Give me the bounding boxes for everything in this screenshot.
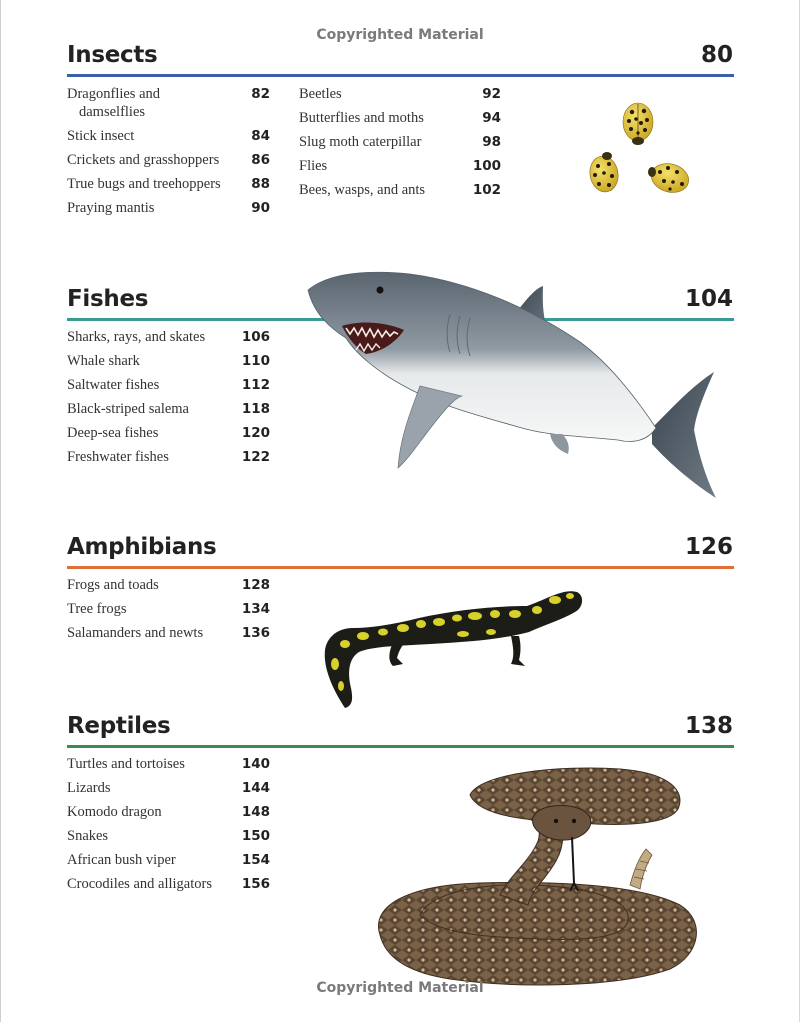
great-white-shark-image xyxy=(300,268,720,503)
section-rule-insects xyxy=(67,74,734,77)
toc-item-label: Crickets and grasshoppers xyxy=(67,152,220,168)
toc-item-page: 150 xyxy=(241,828,270,844)
toc-item-page: 84 xyxy=(251,128,270,144)
toc-item[interactable] xyxy=(67,621,270,645)
toc-item-label: Praying mantis xyxy=(67,200,155,216)
toc-item-label: Snakes xyxy=(67,828,109,844)
ladybug-icon xyxy=(623,103,653,145)
toc-item[interactable] xyxy=(67,597,270,621)
toc-item-label: Deep-sea fishes xyxy=(67,425,159,441)
toc-item[interactable] xyxy=(67,800,270,824)
toc-item[interactable] xyxy=(299,154,501,178)
section-page-reptiles[interactable]: 138 xyxy=(684,713,733,739)
toc-list-insects-col1 xyxy=(67,82,270,220)
ladybug-icon xyxy=(587,152,621,194)
toc-item[interactable] xyxy=(67,776,270,800)
toc-item-page: 90 xyxy=(251,200,270,216)
toc-item-page: 100 xyxy=(472,158,501,174)
watermark-top: Copyrighted Material xyxy=(316,27,484,43)
toc-item-label: Salamanders and newts xyxy=(67,625,204,641)
toc-list-amphibians xyxy=(67,573,270,645)
toc-item-label: Sharks, rays, and skates xyxy=(67,329,206,345)
toc-item[interactable] xyxy=(67,752,270,776)
toc-item-label: Bees, wasps, and ants xyxy=(299,182,426,198)
tiger-salamander-image xyxy=(315,580,585,712)
section-title-amphibians: Amphibians xyxy=(67,534,217,560)
ladybug-icon xyxy=(648,160,692,197)
toc-item-page: 86 xyxy=(251,152,270,168)
toc-item[interactable] xyxy=(67,848,270,872)
toc-item[interactable] xyxy=(67,196,270,220)
toc-item-page: 136 xyxy=(241,625,270,641)
toc-item-page: 92 xyxy=(482,86,501,102)
toc-item[interactable] xyxy=(299,106,501,130)
toc-item-page: 120 xyxy=(241,425,270,441)
toc-item-label: Saltwater fishes xyxy=(67,377,160,393)
section-page-amphibians[interactable]: 126 xyxy=(684,534,733,560)
toc-item[interactable] xyxy=(67,172,270,196)
toc-item-page: 88 xyxy=(251,176,270,192)
section-rule-amphibians xyxy=(67,566,734,569)
toc-item-page: 112 xyxy=(241,377,270,393)
ladybug-beetles-image xyxy=(580,96,700,206)
toc-item-label: Turtles and tortoises xyxy=(67,756,185,772)
toc-list-insects-col2 xyxy=(299,82,501,202)
toc-item[interactable] xyxy=(67,325,270,349)
toc-item-page: 154 xyxy=(241,852,270,868)
toc-item[interactable] xyxy=(67,148,270,172)
toc-item-page: 110 xyxy=(241,353,270,369)
toc-list-reptiles xyxy=(67,752,270,896)
toc-item-page: 106 xyxy=(241,329,270,345)
toc-item-page: 98 xyxy=(482,134,501,150)
toc-item-label: Butterflies and moths xyxy=(299,110,424,126)
toc-item-label: African bush viper xyxy=(67,852,176,868)
toc-item-page: 128 xyxy=(241,577,270,593)
section-title-insects: Insects xyxy=(67,42,158,68)
section-rule-reptiles xyxy=(67,745,734,748)
toc-item-page: 134 xyxy=(241,601,270,617)
toc-item[interactable] xyxy=(67,373,270,397)
toc-item[interactable] xyxy=(299,82,501,106)
toc-item-page: 118 xyxy=(241,401,270,417)
toc-item[interactable] xyxy=(67,124,270,148)
toc-list-fishes xyxy=(67,325,270,469)
toc-item-label: True bugs and treehoppers xyxy=(67,176,221,192)
toc-item[interactable] xyxy=(299,130,501,154)
toc-item[interactable] xyxy=(67,445,270,469)
section-page-fishes[interactable]: 104 xyxy=(684,286,733,312)
section-title-fishes: Fishes xyxy=(67,286,149,312)
toc-item[interactable] xyxy=(67,824,270,848)
toc-item-page: 82 xyxy=(251,86,270,102)
toc-item-label: Frogs and toads xyxy=(67,577,159,593)
toc-item-label: Tree frogs xyxy=(67,601,127,617)
toc-item-label: Komodo dragon xyxy=(67,804,162,820)
toc-item-label: Whale shark xyxy=(67,353,140,369)
watermark-bottom: Copyrighted Material xyxy=(316,980,484,996)
toc-item-label: Beetles xyxy=(299,86,342,102)
toc-item-page: 148 xyxy=(241,804,270,820)
toc-item-label: Crocodiles and alligators xyxy=(67,876,212,892)
toc-item-label: Stick insect xyxy=(67,128,135,144)
toc-item[interactable] xyxy=(67,421,270,445)
toc-item[interactable] xyxy=(67,349,270,373)
toc-item-label: Black-striped salema xyxy=(67,401,189,417)
section-page-insects[interactable]: 80 xyxy=(700,42,733,68)
toc-item[interactable] xyxy=(299,178,501,202)
toc-item-label: Slug moth caterpillar xyxy=(299,134,422,150)
toc-item-label: Flies xyxy=(299,158,328,174)
toc-item-label: Freshwater fishes xyxy=(67,449,169,465)
toc-item-label: Lizards xyxy=(67,780,111,796)
toc-item-page: 144 xyxy=(241,780,270,796)
section-title-reptiles: Reptiles xyxy=(67,713,171,739)
toc-item-label: Dragonflies and damselflies xyxy=(67,86,161,120)
toc-item[interactable] xyxy=(67,872,270,896)
toc-item-page: 140 xyxy=(241,756,270,772)
toc-item-page: 156 xyxy=(241,876,270,892)
toc-item-page: 94 xyxy=(482,110,501,126)
toc-item[interactable] xyxy=(67,82,270,124)
toc-item[interactable] xyxy=(67,397,270,421)
toc-item-page: 122 xyxy=(241,449,270,465)
toc-item[interactable] xyxy=(67,573,270,597)
rattlesnake-image xyxy=(360,765,710,990)
toc-item-page: 102 xyxy=(472,182,501,198)
